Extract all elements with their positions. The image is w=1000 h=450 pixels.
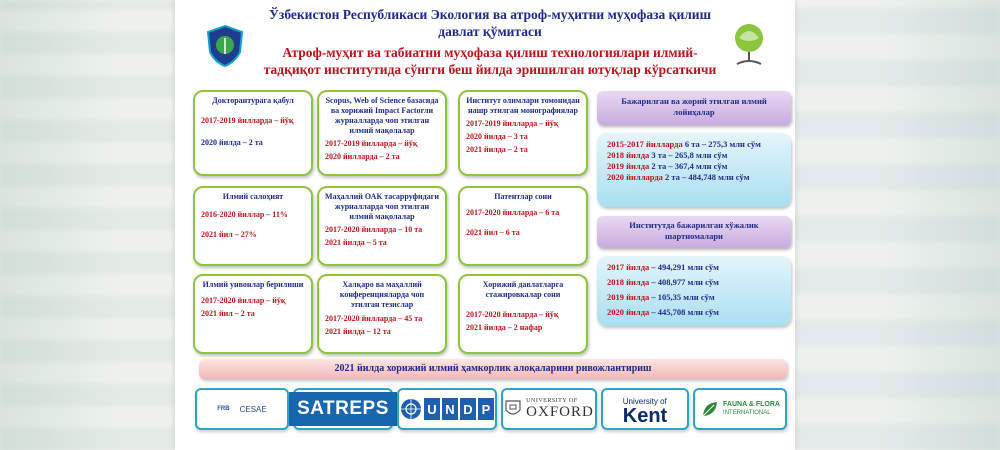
- card-line: 2021 йилда – 2 нафар: [466, 323, 543, 332]
- card-heading: Илмий унвонлар берилиши: [202, 280, 304, 289]
- card-foreign-internships: [458, 274, 588, 354]
- card-heading: Институт олимлари томонидан нашр этилган монографиялар: [466, 96, 580, 115]
- card-line: 2021 йил – 27%: [201, 230, 257, 239]
- kent-big-text: Kent: [622, 405, 668, 427]
- fauna-flora-leaf-icon: [700, 399, 720, 419]
- partner-logo-frb-cesae: [195, 388, 289, 430]
- card-line: 2017-2020 йилларда – 6 та: [466, 208, 560, 217]
- projects-title: Бажарилган ва жорий этилган илмий лойиҳалар: [597, 91, 791, 125]
- card-line: 2021 йилда – 12 та: [325, 327, 391, 336]
- projects-line: 2019 йилда 2 та – 367,4 млн сўм: [607, 161, 728, 171]
- projects-line: 2018 йилда 3 та – 265,8 млн сўм: [607, 150, 728, 160]
- card-heading: Илмий салоҳият: [222, 192, 284, 201]
- card-line: 2017-2020 йилларда – 10 та: [325, 225, 423, 234]
- un-emblem-icon: [400, 398, 422, 420]
- cooperation-banner: 2021 йилда хорижий илмий ҳамкорлик алоқаларини ривожлантириш: [199, 359, 787, 379]
- projects-line: 2015-2017 йилларда 6 та – 275,3 млн сўм: [607, 139, 761, 149]
- partner-logo-oxford: [501, 388, 597, 430]
- card-heading: Хорижий давлатларга стажировкалар сони: [482, 280, 564, 299]
- cesae-logo: CESAE: [239, 404, 267, 414]
- card-heading: Маҳаллий ОАК тасарруфидаги журналларда чоп этилган илмий мақолалар: [325, 192, 439, 221]
- contracts-line: 2020 йилда – 445,708 млн сўм: [607, 307, 719, 317]
- ff-line-2: INTERNATIONAL: [723, 410, 771, 416]
- undp-letter: N: [442, 398, 458, 420]
- shield-emblem-icon: [205, 24, 245, 68]
- undp-letter: P: [478, 398, 494, 420]
- ff-line-1: FAUNA & FLORA: [723, 401, 780, 408]
- card-line: 2017-2020 йиллар – йўқ: [201, 296, 286, 305]
- frb-logo: FRB: [217, 406, 230, 412]
- card-line: 2021 йилда – 2 та: [466, 145, 528, 154]
- card-scientific-potential: [193, 186, 313, 266]
- contracts-title: Институтда бажарилган хўжалик шартномалари: [597, 216, 791, 248]
- undp-letter: D: [460, 398, 476, 420]
- partner-logo-undp: [397, 388, 497, 430]
- contracts-line: 2018 йилда – 408,977 млн сўм: [607, 277, 719, 287]
- card-line: 2021 йилда – 5 та: [325, 238, 387, 247]
- card-scopus-articles: [317, 90, 447, 176]
- card-monographs: [458, 90, 588, 176]
- card-line: 2020 йилда – 2 та: [201, 138, 263, 147]
- satreps-logo: SATREPS: [289, 392, 397, 426]
- card-academic-titles: [193, 274, 313, 354]
- card-line: 2021 йил – 2 та: [201, 309, 255, 318]
- card-line: 2017-2019 йилларда – йўқ: [466, 119, 559, 128]
- institute-leaf-icon: [729, 22, 769, 70]
- oxford-crest-icon: [504, 399, 522, 419]
- card-line: 2020 йилларда – 2 та: [325, 152, 400, 161]
- card-local-journal-articles: [317, 186, 447, 266]
- partner-logo-fauna-flora: [693, 388, 787, 430]
- oxford-small-text: UNIVERSITY OF: [526, 397, 578, 404]
- blurred-right-backdrop: [795, 0, 1000, 450]
- card-line: 2016-2020 йиллар – 11%: [201, 210, 288, 219]
- partner-logo-satreps: [293, 388, 393, 430]
- projects-line: 2020 йилларда 2 та – 484,748 млн сўм: [607, 172, 750, 182]
- card-heading: Халқаро ва маҳаллий конференцияларда чоп этилган тезислар: [339, 280, 425, 309]
- page-title: Ўзбекистон Республикаси Экология ва атроф-муҳитни муҳофаза қилиш давлат қўмитаси: [269, 7, 711, 39]
- card-line: 2017-2020 йилларда – 45 та: [325, 314, 423, 323]
- contracts-line: 2017 йилда – 494,291 млн сўм: [607, 262, 719, 272]
- page-subtitle: Атроф-муҳит ва табиатни муҳофаза қилиш технологиялари илмий-тадқиқот институтида сўнгги беш йилда эришилган ютуқлар кўрсаткичи: [263, 45, 717, 77]
- card-heading: Патентлар сони: [494, 192, 552, 201]
- contracts-list: [597, 256, 791, 326]
- oxford-big-text: OXFORD: [526, 403, 594, 420]
- contracts-line: 2019 йилда – 105,35 млн сўм: [607, 292, 715, 302]
- card-heading: Докторантурага қабул: [212, 96, 294, 105]
- slide: [175, 0, 795, 450]
- projects-list: [597, 133, 791, 207]
- card-patents: [458, 186, 588, 266]
- kent-small-text: University of: [622, 397, 667, 406]
- partner-logo-kent: [601, 388, 689, 430]
- undp-letter: U: [424, 398, 440, 420]
- card-conference-theses: [317, 274, 447, 354]
- card-line: 2021 йил – 6 та: [466, 228, 520, 237]
- card-line: 2017-2019 йилларда – йўқ: [201, 116, 294, 125]
- card-doctoral-admission: [193, 90, 313, 176]
- card-line: 2017-2019 йилларда – йўқ: [325, 139, 418, 148]
- card-line: 2017-2020 йилларда – йўқ: [466, 310, 559, 319]
- card-line: 2020 йилда – 3 та: [466, 132, 528, 141]
- card-heading: Scopus, Web of Science базасида ва хорижий Impact Factorли журналларда чоп этилган илмий мақолалар: [325, 96, 439, 135]
- blurred-left-backdrop: [0, 0, 175, 450]
